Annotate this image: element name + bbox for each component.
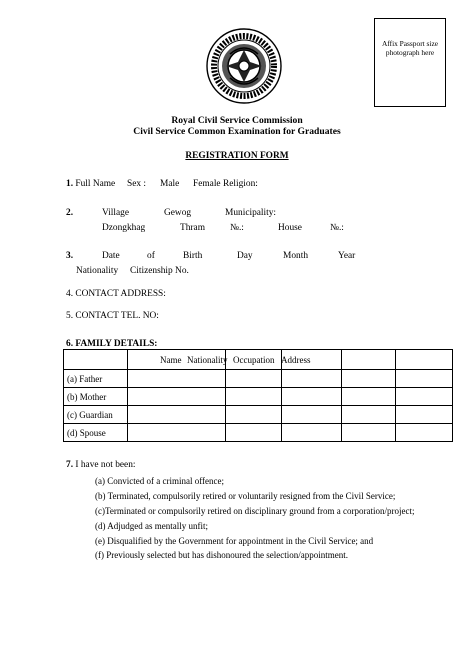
table-row <box>64 388 453 406</box>
table-cell <box>396 350 453 370</box>
passport-photo-box <box>374 18 446 107</box>
table-cell[interactable] <box>128 424 226 442</box>
day-label: Day <box>237 251 253 261</box>
form-title: REGISTRATION FORM <box>185 151 289 161</box>
row-label-spouse: (d) Spouse <box>64 424 128 442</box>
religion-label: Religion: <box>223 179 258 189</box>
full-name-label: Full Name <box>75 179 116 189</box>
declaration-item-d: (d) Adjudged as mentally unfit; <box>95 521 208 531</box>
declaration-item-f: (f) Previously selected but has dishonoured the selection/appointment. <box>95 550 348 560</box>
table-cell[interactable] <box>396 424 453 442</box>
birth-label: Birth <box>183 251 203 261</box>
contact-address-label: 4. CONTACT ADDRESS: <box>66 289 166 299</box>
declaration-intro-line <box>66 460 136 470</box>
declaration-item-e: (e) Disqualified by the Government for appointment in the Civil Service; and <box>95 536 374 546</box>
table-row <box>64 424 453 442</box>
row-label-guardian: (c) Guardian <box>64 406 128 424</box>
col-header-address: Address <box>281 355 311 365</box>
col-header-name: Name <box>160 355 182 365</box>
table-cell[interactable] <box>396 388 453 406</box>
male-option[interactable]: Male <box>160 179 180 189</box>
row-label-father: (a) Father <box>64 370 128 388</box>
family-details-label: 6. FAMILY DETAILS: <box>66 339 158 349</box>
org-title: Royal Civil Service Commission <box>171 115 303 126</box>
table-cell[interactable] <box>396 406 453 424</box>
row-label-mother: (b) Mother <box>64 388 128 406</box>
month-label: Month <box>283 251 309 261</box>
photo-box-text: Affix Passport size photograph here <box>381 39 439 57</box>
table-cell[interactable] <box>282 406 342 424</box>
table-cell[interactable] <box>342 424 396 442</box>
table-row <box>64 370 453 388</box>
table-cell[interactable] <box>282 370 342 388</box>
table-cell[interactable] <box>226 406 282 424</box>
sex-label: Sex : <box>127 179 147 189</box>
date-label: Date <box>102 251 120 261</box>
table-cell[interactable] <box>282 424 342 442</box>
thram-label: Thram <box>180 223 205 233</box>
col-header-occupation: Occupation <box>233 355 275 365</box>
col-header-nationality: Nationality <box>187 355 228 365</box>
nationality-label: Nationality <box>76 266 119 276</box>
sec3-number: 3. <box>66 251 74 261</box>
table-cell[interactable] <box>342 370 396 388</box>
declaration-item-c: (c)Terminated or compulsorily retired on disciplinary ground from a corporation/project; <box>95 506 415 516</box>
table-cell[interactable] <box>342 406 396 424</box>
table-cell <box>342 350 396 370</box>
sec1-line <box>66 179 115 189</box>
rcsc-seal-emblem <box>206 28 282 104</box>
sec2-number: 2. <box>66 208 74 218</box>
table-cell[interactable] <box>128 370 226 388</box>
sec1-number: 1. <box>66 179 74 189</box>
gewog-label: Gewog <box>164 208 192 218</box>
table-cell[interactable] <box>128 388 226 406</box>
declaration-item-a: (a) Convicted of a criminal offence; <box>95 476 225 486</box>
village-label: Village <box>102 208 130 218</box>
municipality-label: Municipality: <box>225 208 277 218</box>
female-option[interactable]: Female <box>193 179 221 189</box>
declaration-intro: I have not been: <box>75 460 136 470</box>
sec7-number: 7. <box>66 460 74 470</box>
table-cell[interactable] <box>128 406 226 424</box>
table-cell[interactable] <box>396 370 453 388</box>
table-cell[interactable] <box>226 424 282 442</box>
house-label: House <box>278 223 302 233</box>
exam-title: Civil Service Common Examination for Graduates <box>133 126 341 137</box>
table-cell <box>64 350 128 370</box>
declaration-item-b: (b) Terminated, compulsorily retired or voluntarily resigned from the Civil Service; <box>95 491 396 501</box>
contact-tel-label: 5. CONTACT TEL. NO: <box>66 311 159 321</box>
table-cell[interactable] <box>226 370 282 388</box>
table-row <box>64 406 453 424</box>
dzongkhag-label: Dzongkhag <box>102 223 146 233</box>
table-cell[interactable] <box>282 388 342 406</box>
citizenship-label: Citizenship No. <box>130 266 189 276</box>
of-label: of <box>147 251 155 261</box>
year-label: Year <box>338 251 356 261</box>
house-number-label: №.: <box>330 223 344 233</box>
thram-number-label: №.: <box>230 223 244 233</box>
table-cell[interactable] <box>226 388 282 406</box>
table-cell[interactable] <box>342 388 396 406</box>
